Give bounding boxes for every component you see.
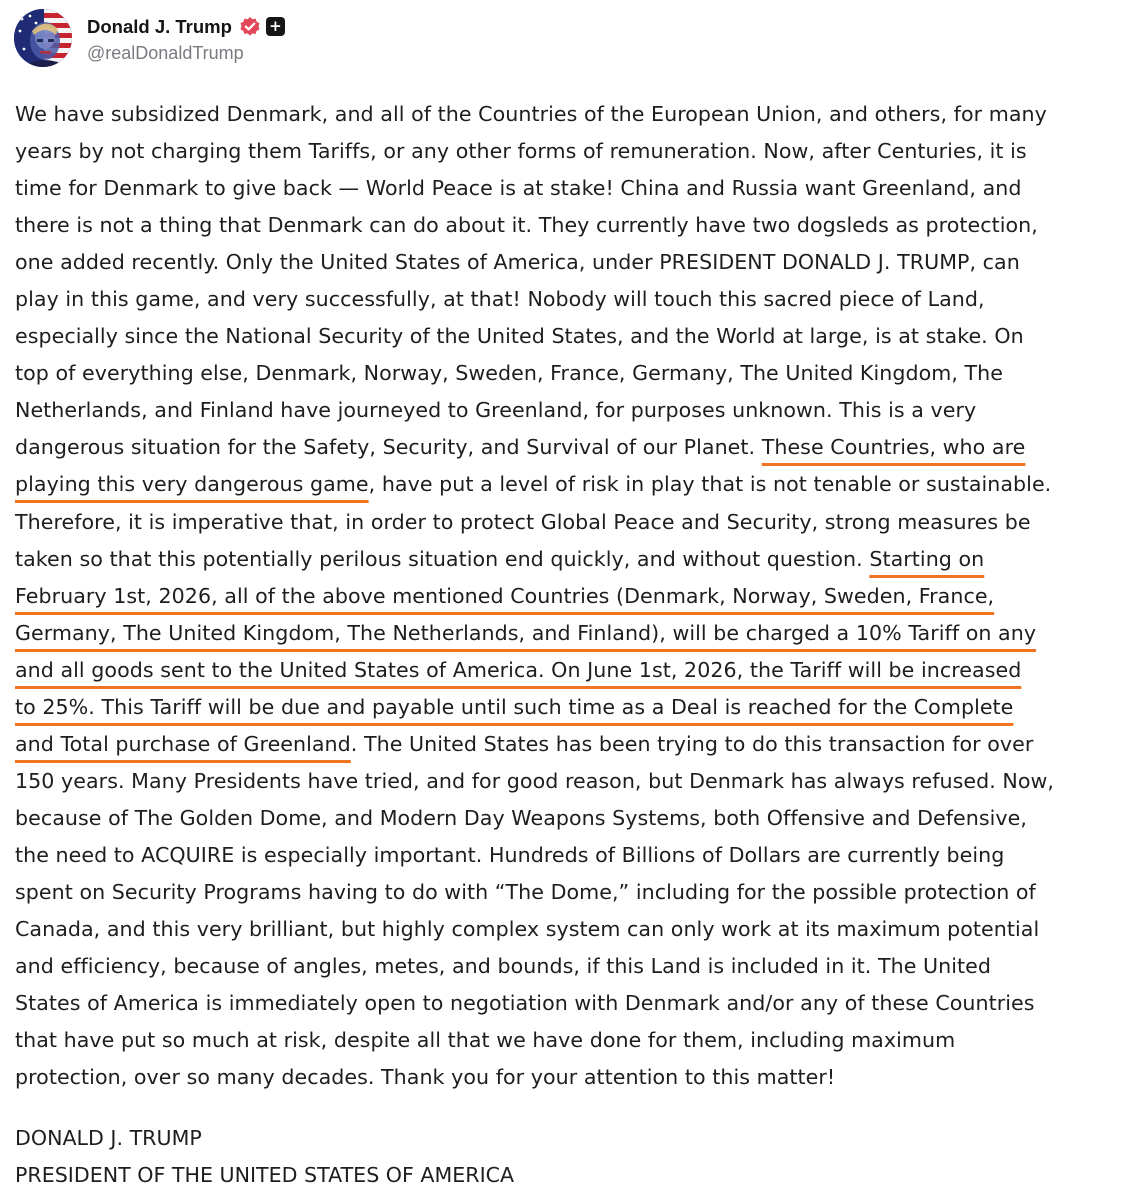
post-text-line: [15, 244, 1141, 281]
post-text-line: [15, 541, 1141, 578]
post-text-segment: play in this game, and very successfully, at that! Nobody will touch this sacred piece of Land,: [15, 287, 985, 312]
highlighted-text: and Total purchase of Greenland: [15, 731, 351, 756]
plus-badge-icon: +: [266, 17, 285, 36]
highlighted-text: to 25%. This Tariff will be due and payable until such time as a Deal is reached for the Complete: [15, 694, 1014, 719]
author-handle[interactable]: @realDonaldTrump: [87, 42, 244, 63]
post-text-line: [15, 726, 1141, 763]
post-header: [14, 8, 285, 68]
post-text-segment: Therefore, it is imperative that, in order to protect Global Peace and Security, strong measures be: [15, 509, 1031, 534]
post-text-segment: one added recently. Only the United States of America, under PRESIDENT DONALD J. TRUMP, can: [15, 250, 1020, 275]
post-text-segment: . The United States has been trying to do this transaction for over: [350, 731, 1034, 756]
post-text-line: [15, 652, 1141, 689]
post-text-line: [15, 837, 1141, 874]
author-info: [87, 13, 285, 64]
post-text-segment: , have put a level of risk in play that is not tenable or sustainable.: [368, 472, 1052, 497]
post-text-segment: We have subsidized Denmark, and all of the Countries of the European Union, and others, for many: [15, 102, 1047, 126]
signature-title: PRESIDENT OF THE UNITED STATES OF AMERICA: [15, 1163, 515, 1187]
post-text-line: [15, 689, 1141, 726]
highlighted-text: These Countries, who are: [761, 435, 1026, 460]
post-text-line: [15, 207, 1141, 244]
post-text-segment: because of The Golden Dome, and Modern Day Weapons Systems, both Offensive and Defensive,: [15, 805, 1027, 830]
post-text-line: [15, 281, 1141, 318]
post-text-segment: taken so that this potentially perilous situation end quickly, and without question.: [15, 546, 870, 571]
post-text-line: [15, 170, 1141, 207]
post-text-segment: Netherlands, and Finland have journeyed to Greenland, for purposes unknown. This is a very: [15, 398, 977, 423]
highlighted-text: February 1st, 2026, all of the above mentioned Countries (Denmark, Norway, Sweden, France,: [15, 583, 995, 608]
post-body: [15, 96, 1141, 1096]
avatar-flag-portrait-icon: [14, 9, 72, 67]
highlighted-text: Starting on: [869, 546, 985, 571]
post-text-segment: there is not a thing that Denmark can do about it. They currently have two dogsleds as protection,: [15, 213, 1038, 238]
post-text-line: [15, 96, 1141, 133]
post-text-line: [15, 466, 1141, 503]
post-text-line: [15, 948, 1141, 985]
avatar[interactable]: [14, 9, 72, 67]
post-text-line: [15, 355, 1141, 392]
post-text-segment: time for Denmark to give back — World Peace is at stake! China and Russia want Greenland, and: [15, 176, 1022, 201]
author-name-row: [87, 13, 285, 41]
post-text-segment: States of America is immediately open to negotiation with Denmark and/or any of these Countries: [15, 991, 1035, 1016]
post-text-line: [15, 1022, 1141, 1059]
post-text-segment: years by not charging them Tariffs, or any other forms of remuneration. Now, after Centuries, it is: [15, 139, 1027, 164]
post-text-line: [15, 504, 1141, 541]
post-text-segment: spent on Security Programs having to do with “The Dome,” including for the possible protection of: [15, 879, 1036, 904]
post-text-line: [15, 911, 1141, 948]
post-text-line: [15, 874, 1141, 911]
post-text-segment: 150 years. Many Presidents have tried, and for good reason, but Denmark has always refused. Now,: [15, 768, 1055, 793]
post-text-line: [15, 578, 1141, 615]
post-text-line: [15, 1059, 1141, 1096]
post-text-line: [15, 392, 1141, 429]
highlighted-text: Germany, The United Kingdom, The Netherlands, and Finland), will be charged a 10% Tariff on any: [15, 620, 1037, 645]
post-text-line: [15, 429, 1141, 466]
signature-name: DONALD J. TRUMP: [15, 1126, 202, 1150]
post-text-segment: top of everything else, Denmark, Norway, Sweden, France, Germany, The United Kingdom, The: [15, 361, 1004, 386]
post-text-segment: dangerous situation for the Safety, Security, and Survival of our Planet.: [15, 435, 762, 460]
verified-badge-icon: [239, 16, 261, 38]
post-text-segment: protection, over so many decades. Thank you for your attention to this matter!: [15, 1065, 836, 1090]
post-text-line: [15, 318, 1141, 355]
signature-block: [15, 1120, 514, 1194]
post-text-segment: Canada, and this very brilliant, but highly complex system can only work at its maximum potential: [15, 917, 1040, 942]
post-text-line: [15, 800, 1141, 837]
post-text-line: [15, 763, 1141, 800]
post-text-line: [15, 985, 1141, 1022]
post-text-line: [15, 133, 1141, 170]
author-display-name[interactable]: Donald J. Trump: [87, 15, 232, 37]
post-text-segment: the need to ACQUIRE is especially important. Hundreds of Billions of Dollars are currently being: [15, 842, 1005, 867]
highlighted-text: and all goods sent to the United States of America. On June 1st, 2026, the Tariff will be increased: [15, 657, 1022, 682]
post-text-segment: especially since the National Security of the United States, and the World at large, is at stake. On: [15, 324, 1024, 349]
post-text-segment: that have put so much at risk, despite all that we have done for them, including maximum: [15, 1028, 956, 1053]
post-text-line: [15, 615, 1141, 652]
highlighted-text: playing this very dangerous game: [15, 472, 369, 497]
post-text-segment: and efficiency, because of angles, metes, and bounds, if this Land is included in it. The United: [15, 954, 991, 979]
